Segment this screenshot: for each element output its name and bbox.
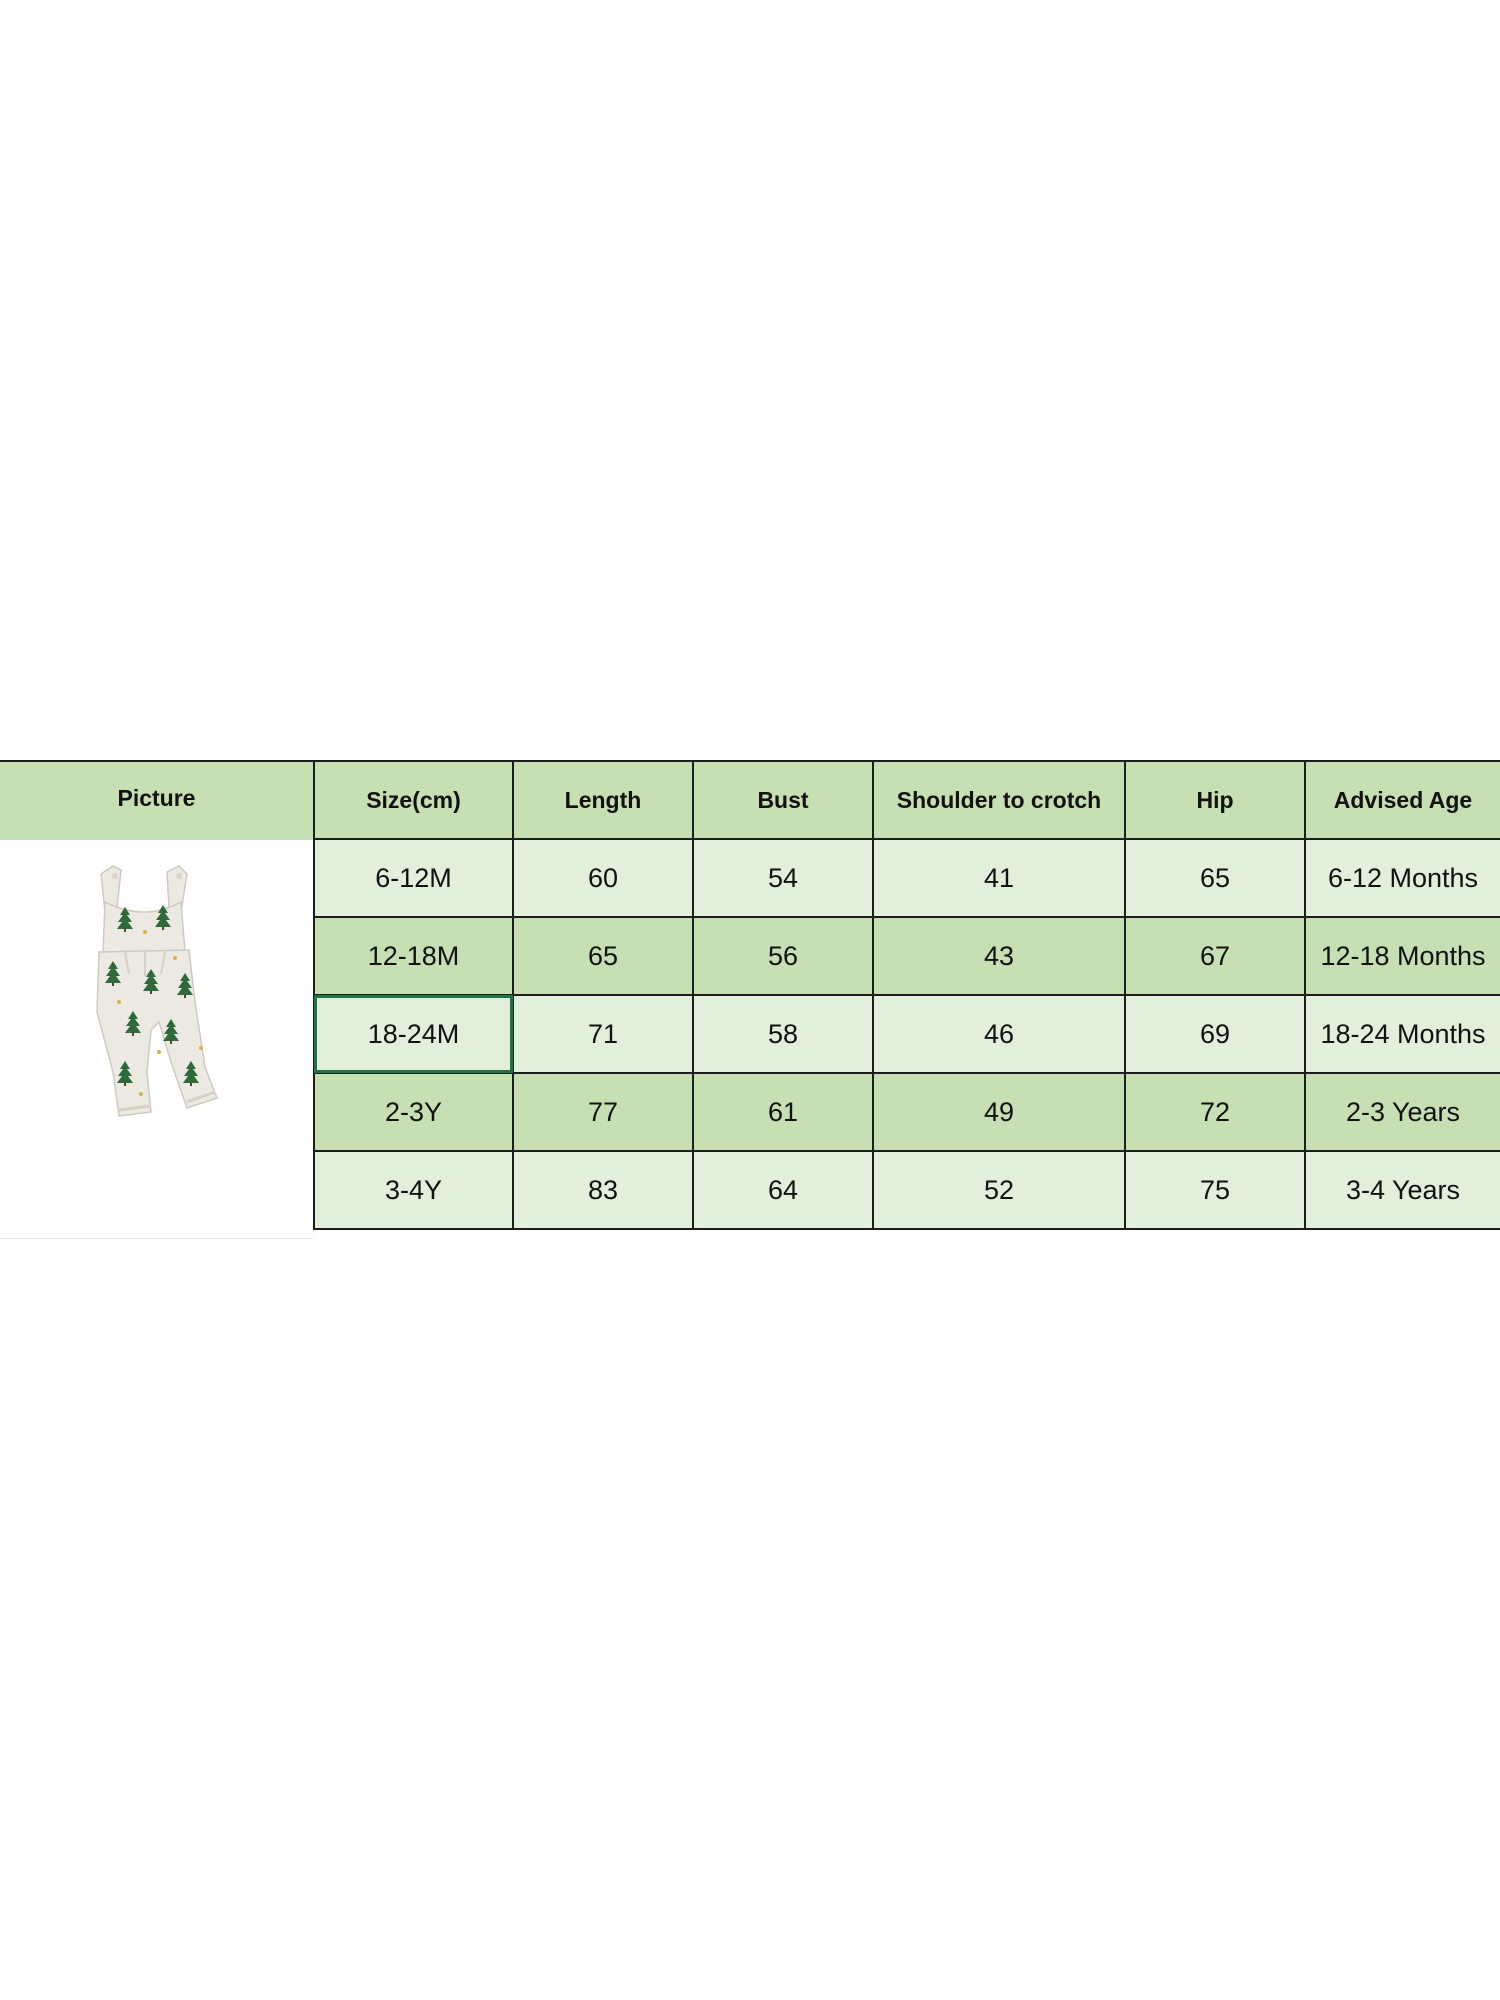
header-advised-age: Advised Age bbox=[1305, 761, 1500, 839]
cell-size[interactable]: 2-3Y bbox=[314, 1073, 513, 1151]
header-row bbox=[314, 761, 1500, 839]
cell-size-selected[interactable] bbox=[314, 995, 513, 1073]
cell-bust[interactable]: 58 bbox=[693, 995, 873, 1073]
cell-advised-age[interactable]: 6-12 Months bbox=[1305, 839, 1500, 917]
cell-bust[interactable]: 54 bbox=[693, 839, 873, 917]
cell-size[interactable]: 3-4Y bbox=[314, 1151, 513, 1229]
cell-hip[interactable]: 67 bbox=[1125, 917, 1305, 995]
size-chart-table bbox=[0, 760, 1500, 1238]
cell-shoulder-to-crotch[interactable]: 43 bbox=[873, 917, 1125, 995]
header-length: Length bbox=[513, 761, 693, 839]
cell-length[interactable]: 65 bbox=[513, 917, 693, 995]
cell-advised-age[interactable]: 3-4 Years bbox=[1305, 1151, 1500, 1229]
cell-bust[interactable]: 61 bbox=[693, 1073, 873, 1151]
header-picture: Picture bbox=[0, 760, 313, 840]
cell-size[interactable]: 12-18M bbox=[314, 917, 513, 995]
table-row bbox=[314, 1073, 1500, 1151]
cell-hip[interactable]: 69 bbox=[1125, 995, 1305, 1073]
cell-shoulder-to-crotch[interactable]: 46 bbox=[873, 995, 1125, 1073]
cell-shoulder-to-crotch[interactable]: 52 bbox=[873, 1151, 1125, 1229]
cell-advised-age[interactable]: 18-24 Months bbox=[1305, 995, 1500, 1073]
header-size: Size(cm) bbox=[314, 761, 513, 839]
table-row bbox=[314, 917, 1500, 995]
header-bust: Bust bbox=[693, 761, 873, 839]
fill-handle[interactable] bbox=[510, 1070, 513, 1073]
cell-size-text: 18-24M bbox=[367, 1018, 460, 1049]
cell-hip[interactable]: 65 bbox=[1125, 839, 1305, 917]
table-row bbox=[314, 1151, 1500, 1229]
cell-bust[interactable]: 56 bbox=[693, 917, 873, 995]
cell-hip[interactable]: 75 bbox=[1125, 1151, 1305, 1229]
table-row bbox=[314, 839, 1500, 917]
cell-hip[interactable]: 72 bbox=[1125, 1073, 1305, 1151]
christmas-tree-overalls-image bbox=[55, 862, 240, 1127]
size-grid bbox=[313, 760, 1500, 1230]
cell-length[interactable]: 83 bbox=[513, 1151, 693, 1229]
cell-advised-age[interactable]: 12-18 Months bbox=[1305, 917, 1500, 995]
picture-cell bbox=[0, 840, 313, 1239]
cell-size[interactable]: 6-12M bbox=[314, 839, 513, 917]
header-shoulder-to-crotch: Shoulder to crotch bbox=[873, 761, 1125, 839]
cell-length[interactable]: 71 bbox=[513, 995, 693, 1073]
cell-length[interactable]: 77 bbox=[513, 1073, 693, 1151]
cell-shoulder-to-crotch[interactable]: 41 bbox=[873, 839, 1125, 917]
cell-length[interactable]: 60 bbox=[513, 839, 693, 917]
cell-bust[interactable]: 64 bbox=[693, 1151, 873, 1229]
header-hip: Hip bbox=[1125, 761, 1305, 839]
cell-advised-age[interactable]: 2-3 Years bbox=[1305, 1073, 1500, 1151]
table-row bbox=[314, 995, 1500, 1073]
cell-shoulder-to-crotch[interactable]: 49 bbox=[873, 1073, 1125, 1151]
